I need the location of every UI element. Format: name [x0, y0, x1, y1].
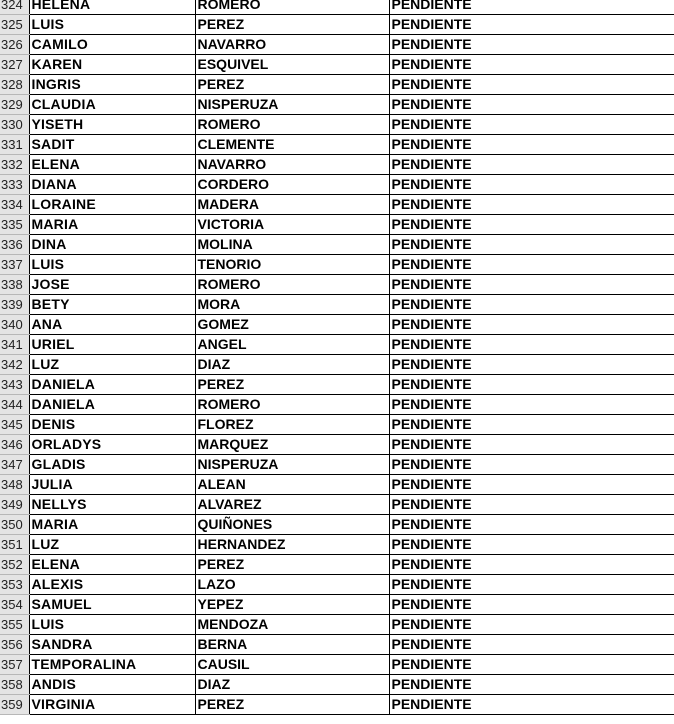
cell-first-name[interactable]: CLAUDIA: [29, 95, 195, 115]
row-number-header[interactable]: 335: [0, 215, 29, 235]
cell-status[interactable]: PENDIENTE: [389, 335, 674, 355]
cell-last-name[interactable]: NISPERUZA: [195, 95, 389, 115]
cell-first-name[interactable]: KAREN: [29, 55, 195, 75]
cell-first-name[interactable]: ORLADYS: [29, 435, 195, 455]
table-row: [0, 615, 674, 635]
row-number-header[interactable]: 344: [0, 395, 29, 415]
cell-last-name[interactable]: VICTORIA: [195, 215, 389, 235]
row-number-header[interactable]: 346: [0, 435, 29, 455]
table-row: [0, 475, 674, 495]
row-number-header[interactable]: 334: [0, 195, 29, 215]
table-row: [0, 75, 674, 95]
row-number-header[interactable]: 351: [0, 535, 29, 555]
row-number-header[interactable]: 331: [0, 135, 29, 155]
table-row: [0, 555, 674, 575]
cell-last-name[interactable]: NAVARRO: [195, 35, 389, 55]
table-row: [0, 335, 674, 355]
row-number-header[interactable]: 347: [0, 455, 29, 475]
row-number-header[interactable]: 359: [0, 695, 29, 715]
cell-status[interactable]: PENDIENTE: [389, 295, 674, 315]
table-row: [0, 115, 674, 135]
cell-status[interactable]: PENDIENTE: [389, 255, 674, 275]
cell-last-name[interactable]: MARQUEZ: [195, 435, 389, 455]
row-number-header[interactable]: 325: [0, 15, 29, 35]
cell-status[interactable]: PENDIENTE: [389, 615, 674, 635]
cell-status[interactable]: PENDIENTE: [389, 535, 674, 555]
table-row: [0, 175, 674, 195]
cell-last-name[interactable]: MADERA: [195, 195, 389, 215]
cell-status[interactable]: PENDIENTE: [389, 195, 674, 215]
cell-status[interactable]: PENDIENTE: [389, 215, 674, 235]
cell-first-name[interactable]: MARIA: [29, 515, 195, 535]
cell-first-name[interactable]: NELLYS: [29, 495, 195, 515]
cell-status[interactable]: PENDIENTE: [389, 355, 674, 375]
row-number-header[interactable]: 339: [0, 295, 29, 315]
table-row: [0, 575, 674, 595]
cell-status[interactable]: PENDIENTE: [389, 235, 674, 255]
cell-first-name[interactable]: YISETH: [29, 115, 195, 135]
cell-first-name[interactable]: ANA: [29, 315, 195, 335]
cell-status[interactable]: PENDIENTE: [389, 455, 674, 475]
cell-status[interactable]: PENDIENTE: [389, 495, 674, 515]
row-number-header[interactable]: 330: [0, 115, 29, 135]
table-row: [0, 695, 674, 715]
cell-last-name[interactable]: PEREZ: [195, 555, 389, 575]
row-number-header[interactable]: 354: [0, 595, 29, 615]
row-number-header[interactable]: 355: [0, 615, 29, 635]
row-number-header[interactable]: 352: [0, 555, 29, 575]
row-number-header[interactable]: 357: [0, 655, 29, 675]
cell-first-name[interactable]: LUZ: [29, 355, 195, 375]
cell-first-name[interactable]: INGRIS: [29, 75, 195, 95]
table-row: [0, 595, 674, 615]
cell-first-name[interactable]: SADIT: [29, 135, 195, 155]
cell-last-name[interactable]: YEPEZ: [195, 595, 389, 615]
cell-last-name[interactable]: ROMERO: [195, 275, 389, 295]
cell-status[interactable]: PENDIENTE: [389, 0, 674, 15]
row-number-header[interactable]: 341: [0, 335, 29, 355]
cell-first-name[interactable]: DANIELA: [29, 395, 195, 415]
cell-first-name[interactable]: LORAINE: [29, 195, 195, 215]
cell-last-name[interactable]: BERNA: [195, 635, 389, 655]
row-number-header[interactable]: 358: [0, 675, 29, 695]
cell-last-name[interactable]: ROMERO: [195, 115, 389, 135]
cell-first-name[interactable]: CAMILO: [29, 35, 195, 55]
cell-last-name[interactable]: ESQUIVEL: [195, 55, 389, 75]
cell-first-name[interactable]: TEMPORALINA: [29, 655, 195, 675]
cell-status[interactable]: PENDIENTE: [389, 435, 674, 455]
cell-first-name[interactable]: DINA: [29, 235, 195, 255]
table-row: [0, 135, 674, 155]
table-row: [0, 435, 674, 455]
row-number-header[interactable]: 337: [0, 255, 29, 275]
cell-status[interactable]: PENDIENTE: [389, 75, 674, 95]
cell-first-name[interactable]: JULIA: [29, 475, 195, 495]
row-number-header[interactable]: 340: [0, 315, 29, 335]
cell-status[interactable]: PENDIENTE: [389, 635, 674, 655]
cell-last-name[interactable]: HERNANDEZ: [195, 535, 389, 555]
cell-first-name[interactable]: GLADIS: [29, 455, 195, 475]
cell-status[interactable]: PENDIENTE: [389, 115, 674, 135]
cell-last-name[interactable]: CLEMENTE: [195, 135, 389, 155]
cell-status[interactable]: PENDIENTE: [389, 55, 674, 75]
cell-last-name[interactable]: DIAZ: [195, 675, 389, 695]
cell-first-name[interactable]: MARIA: [29, 215, 195, 235]
cell-first-name[interactable]: HELENA: [29, 0, 195, 15]
row-number-header[interactable]: 329: [0, 95, 29, 115]
cell-first-name[interactable]: DIANA: [29, 175, 195, 195]
table-row: [0, 495, 674, 515]
cell-last-name[interactable]: CAUSIL: [195, 655, 389, 675]
cell-last-name[interactable]: NISPERUZA: [195, 455, 389, 475]
cell-last-name[interactable]: DIAZ: [195, 355, 389, 375]
cell-status[interactable]: PENDIENTE: [389, 575, 674, 595]
cell-status[interactable]: PENDIENTE: [389, 95, 674, 115]
table-row: [0, 455, 674, 475]
table-row: [0, 235, 674, 255]
cell-status[interactable]: PENDIENTE: [389, 15, 674, 35]
cell-first-name[interactable]: BETY: [29, 295, 195, 315]
cell-last-name[interactable]: QUIÑONES: [195, 515, 389, 535]
table-row: [0, 675, 674, 695]
cell-first-name[interactable]: LUIS: [29, 615, 195, 635]
cell-first-name[interactable]: SAMUEL: [29, 595, 195, 615]
table-row: [0, 35, 674, 55]
cell-first-name[interactable]: VIRGINIA: [29, 695, 195, 715]
table-row: [0, 395, 674, 415]
cell-status[interactable]: PENDIENTE: [389, 155, 674, 175]
row-number-header[interactable]: 333: [0, 175, 29, 195]
table-row: [0, 255, 674, 275]
table-row: [0, 355, 674, 375]
row-number-header[interactable]: 328: [0, 75, 29, 95]
table-row: [0, 155, 674, 175]
cell-last-name[interactable]: MENDOZA: [195, 615, 389, 635]
cell-first-name[interactable]: URIEL: [29, 335, 195, 355]
cell-status[interactable]: PENDIENTE: [389, 135, 674, 155]
cell-last-name[interactable]: MOLINA: [195, 235, 389, 255]
row-number-header[interactable]: 324: [0, 0, 29, 15]
cell-first-name[interactable]: ELENA: [29, 555, 195, 575]
table-row: [0, 215, 674, 235]
table-row: [0, 195, 674, 215]
row-number-header[interactable]: 356: [0, 635, 29, 655]
row-number-header[interactable]: 327: [0, 55, 29, 75]
cell-last-name[interactable]: PEREZ: [195, 695, 389, 715]
cell-last-name[interactable]: ANGEL: [195, 335, 389, 355]
cell-first-name[interactable]: LUZ: [29, 535, 195, 555]
cell-status[interactable]: PENDIENTE: [389, 655, 674, 675]
cell-first-name[interactable]: ELENA: [29, 155, 195, 175]
cell-last-name[interactable]: ALEAN: [195, 475, 389, 495]
cell-status[interactable]: PENDIENTE: [389, 415, 674, 435]
cell-first-name[interactable]: LUIS: [29, 255, 195, 275]
table-row: [0, 275, 674, 295]
table-row: [0, 515, 674, 535]
cell-status[interactable]: PENDIENTE: [389, 675, 674, 695]
row-number-header[interactable]: 342: [0, 355, 29, 375]
cell-last-name[interactable]: TENORIO: [195, 255, 389, 275]
cell-last-name[interactable]: MORA: [195, 295, 389, 315]
row-number-header[interactable]: 348: [0, 475, 29, 495]
row-number-header[interactable]: 326: [0, 35, 29, 55]
row-number-header[interactable]: 343: [0, 375, 29, 395]
cell-last-name[interactable]: ROMERO: [195, 0, 389, 15]
cell-status[interactable]: PENDIENTE: [389, 275, 674, 295]
cell-last-name[interactable]: CORDERO: [195, 175, 389, 195]
table-row: [0, 535, 674, 555]
cell-first-name[interactable]: SANDRA: [29, 635, 195, 655]
row-number-header[interactable]: 353: [0, 575, 29, 595]
cell-last-name[interactable]: PEREZ: [195, 15, 389, 35]
cell-first-name[interactable]: LUIS: [29, 15, 195, 35]
cell-status[interactable]: PENDIENTE: [389, 695, 674, 715]
cell-status[interactable]: PENDIENTE: [389, 595, 674, 615]
cell-status[interactable]: PENDIENTE: [389, 375, 674, 395]
row-number-header[interactable]: 349: [0, 495, 29, 515]
cell-first-name[interactable]: ANDIS: [29, 675, 195, 695]
table-row: [0, 635, 674, 655]
table-row: [0, 655, 674, 675]
cell-status[interactable]: PENDIENTE: [389, 475, 674, 495]
cell-first-name[interactable]: DANIELA: [29, 375, 195, 395]
cell-status[interactable]: PENDIENTE: [389, 395, 674, 415]
table-row: [0, 415, 674, 435]
row-number-header[interactable]: 350: [0, 515, 29, 535]
table-row: [0, 295, 674, 315]
row-number-header[interactable]: 345: [0, 415, 29, 435]
cell-last-name[interactable]: LAZO: [195, 575, 389, 595]
cell-status[interactable]: PENDIENTE: [389, 515, 674, 535]
row-number-header[interactable]: 332: [0, 155, 29, 175]
cell-last-name[interactable]: NAVARRO: [195, 155, 389, 175]
cell-last-name[interactable]: PEREZ: [195, 375, 389, 395]
table-row: [0, 55, 674, 75]
table-row: [0, 375, 674, 395]
cell-last-name[interactable]: ROMERO: [195, 395, 389, 415]
cell-status[interactable]: PENDIENTE: [389, 555, 674, 575]
cell-first-name[interactable]: ALEXIS: [29, 575, 195, 595]
cell-status[interactable]: PENDIENTE: [389, 35, 674, 55]
cell-last-name[interactable]: GOMEZ: [195, 315, 389, 335]
cell-first-name[interactable]: JOSE: [29, 275, 195, 295]
row-number-header[interactable]: 336: [0, 235, 29, 255]
cell-last-name[interactable]: FLOREZ: [195, 415, 389, 435]
cell-status[interactable]: PENDIENTE: [389, 175, 674, 195]
cell-last-name[interactable]: PEREZ: [195, 75, 389, 95]
table-row: [0, 0, 674, 15]
table-row: [0, 315, 674, 335]
cell-last-name[interactable]: ALVAREZ: [195, 495, 389, 515]
row-number-header[interactable]: 338: [0, 275, 29, 295]
table-row: [0, 95, 674, 115]
cell-first-name[interactable]: DENIS: [29, 415, 195, 435]
table-row: [0, 15, 674, 35]
cell-status[interactable]: PENDIENTE: [389, 315, 674, 335]
